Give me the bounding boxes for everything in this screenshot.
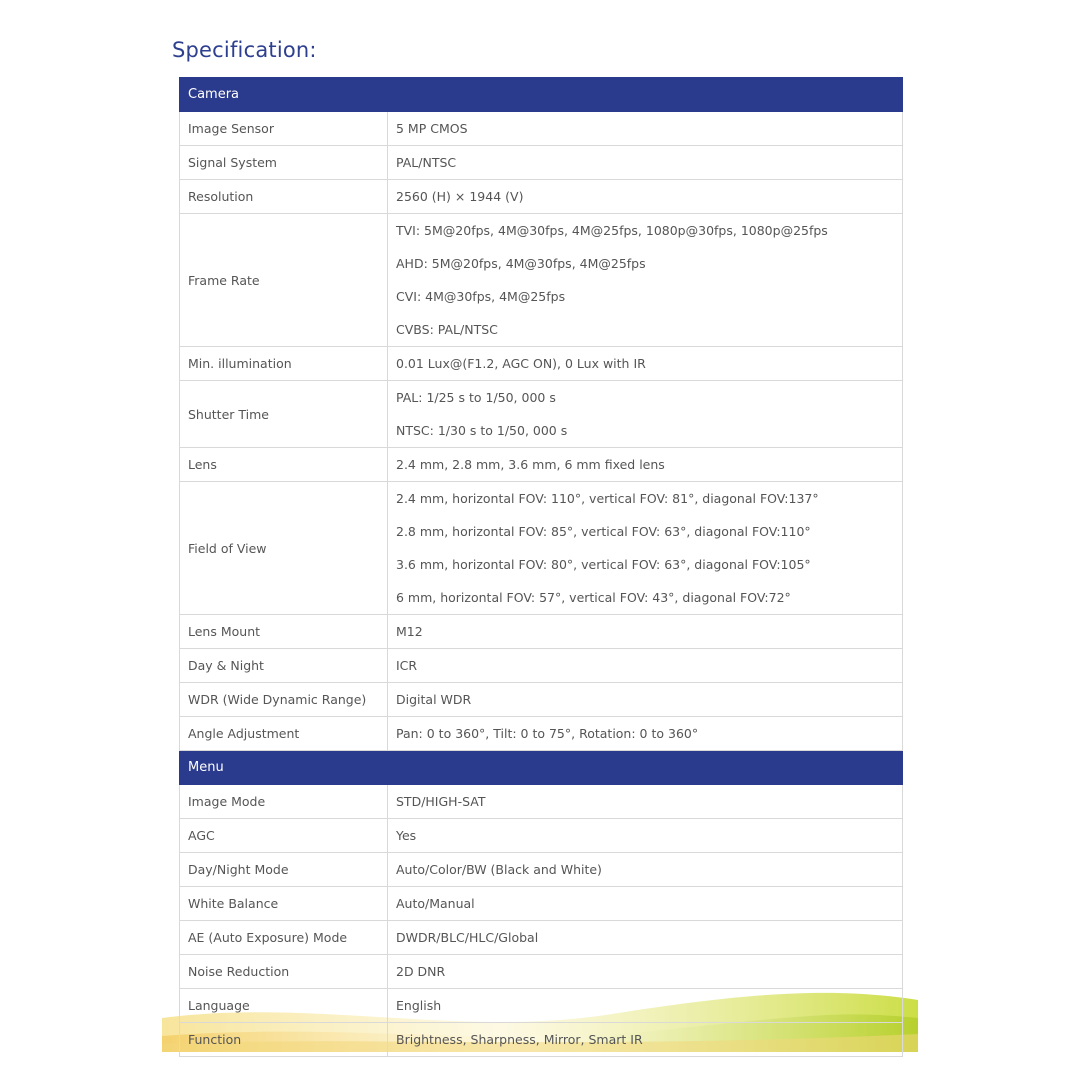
spec-value-line: 6 mm, horizontal FOV: 57°, vertical FOV: 43°, diagonal FOV:72° (396, 590, 791, 605)
spec-label: Function (180, 1023, 388, 1057)
spec-label: Signal System (180, 146, 388, 180)
spec-value: 0.01 Lux@(F1.2, AGC ON), 0 Lux with IR (388, 347, 903, 381)
table-row (180, 146, 903, 180)
spec-value: ICR (388, 649, 903, 683)
spec-label: Shutter Time (180, 381, 388, 448)
spec-value: 2.4 mm, 2.8 mm, 3.6 mm, 6 mm fixed lens (388, 448, 903, 482)
spec-label: AGC (180, 819, 388, 853)
spec-label: Field of View (180, 482, 388, 615)
spec-value: 2560 (H) × 1944 (V) (388, 180, 903, 214)
section-header-menu (180, 751, 903, 785)
section-title: Menu (180, 751, 903, 785)
table-row (180, 853, 903, 887)
spec-value: Auto/Color/BW (Black and White) (388, 853, 903, 887)
table-row (180, 921, 903, 955)
spec-value-line: 3.6 mm, horizontal FOV: 80°, vertical FOV: 63°, diagonal FOV:105° (396, 557, 811, 572)
spec-value-multi (388, 482, 903, 615)
spec-label: WDR (Wide Dynamic Range) (180, 683, 388, 717)
spec-label: Min. illumination (180, 347, 388, 381)
spec-value: M12 (388, 615, 903, 649)
spec-value-line: CVBS: PAL/NTSC (396, 322, 498, 337)
section-title: Camera (180, 78, 903, 112)
spec-value-line: CVI: 4M@30fps, 4M@25fps (396, 289, 566, 304)
table-row (180, 347, 903, 381)
table-row (180, 887, 903, 921)
spec-value: Brightness, Sharpness, Mirror, Smart IR (388, 1023, 903, 1057)
table-row (180, 482, 903, 615)
spec-value: STD/HIGH-SAT (388, 785, 903, 819)
spec-value-line: TVI: 5M@20fps, 4M@30fps, 4M@25fps, 1080p@30fps, 1080p@25fps (396, 223, 828, 238)
table-row (180, 381, 903, 448)
spec-label: Angle Adjustment (180, 717, 388, 751)
spec-label: AE (Auto Exposure) Mode (180, 921, 388, 955)
spec-value-multi (388, 214, 903, 347)
table-row (180, 955, 903, 989)
spec-label: Day & Night (180, 649, 388, 683)
table-row (180, 180, 903, 214)
spec-value: English (388, 989, 903, 1023)
spec-label: Frame Rate (180, 214, 388, 347)
spec-label: Language (180, 989, 388, 1023)
spec-value-line: AHD: 5M@20fps, 4M@30fps, 4M@25fps (396, 256, 646, 271)
spec-label: Day/Night Mode (180, 853, 388, 887)
spec-value: DWDR/BLC/HLC/Global (388, 921, 903, 955)
table-row (180, 448, 903, 482)
table-row (180, 615, 903, 649)
spec-label: Noise Reduction (180, 955, 388, 989)
spec-label: Lens (180, 448, 388, 482)
table-row (180, 717, 903, 751)
spec-value-multi (388, 381, 903, 448)
spec-value: Auto/Manual (388, 887, 903, 921)
spec-value: 5 MP CMOS (388, 112, 903, 146)
spec-value: Digital WDR (388, 683, 903, 717)
spec-value: 2D DNR (388, 955, 903, 989)
table-row (180, 989, 903, 1023)
table-row (180, 819, 903, 853)
spec-value: Pan: 0 to 360°, Tilt: 0 to 75°, Rotation: 0 to 360° (388, 717, 903, 751)
spec-value-line: NTSC: 1/30 s to 1/50, 000 s (396, 423, 568, 438)
table-row (180, 112, 903, 146)
spec-label: White Balance (180, 887, 388, 921)
specification-table (179, 77, 903, 1057)
section-header-camera (180, 78, 903, 112)
spec-value: PAL/NTSC (388, 146, 903, 180)
spec-label: Image Mode (180, 785, 388, 819)
spec-label: Lens Mount (180, 615, 388, 649)
spec-value: Yes (388, 819, 903, 853)
spec-value-line: 2.8 mm, horizontal FOV: 85°, vertical FOV: 63°, diagonal FOV:110° (396, 524, 811, 539)
table-row (180, 785, 903, 819)
table-row (180, 1023, 903, 1057)
spec-label: Resolution (180, 180, 388, 214)
page-title: Specification: (172, 38, 317, 62)
table-row (180, 683, 903, 717)
spec-label: Image Sensor (180, 112, 388, 146)
table-row (180, 649, 903, 683)
table-row (180, 214, 903, 347)
spec-value-line: PAL: 1/25 s to 1/50, 000 s (396, 390, 556, 405)
spec-value-line: 2.4 mm, horizontal FOV: 110°, vertical FOV: 81°, diagonal FOV:137° (396, 491, 819, 506)
